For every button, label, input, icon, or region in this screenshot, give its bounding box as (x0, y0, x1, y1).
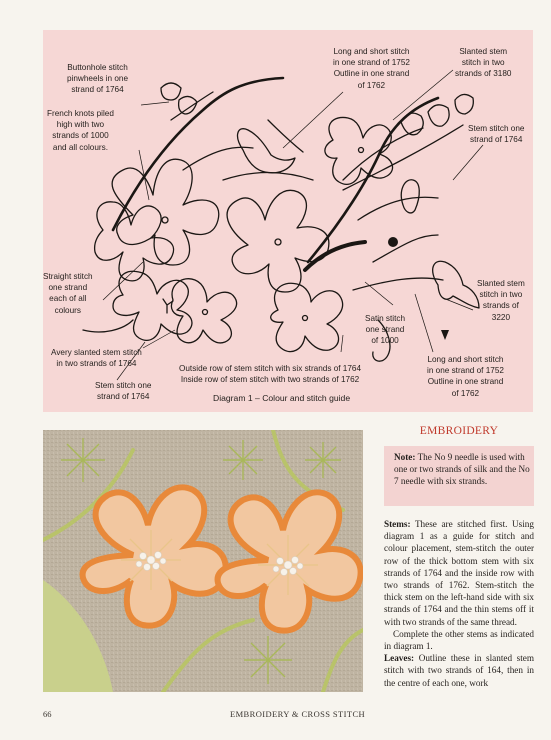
instructions-body (384, 518, 534, 689)
label-stem-stitch-bottom: Stem stitch one strand of 1764 (95, 381, 152, 402)
paragraph-leaves (384, 652, 534, 689)
embroidered-flowers-image (43, 430, 363, 692)
label-avery-slanted: Avery slanted stem stitch in two strands of 1764 (51, 348, 142, 369)
paragraph-complete (384, 628, 534, 652)
label-long-short-top: Long and short stitch in one strand of 1752 Outline in one strand of 1762 (333, 47, 410, 90)
magazine-name: EMBROIDERY & CROSS STITCH (230, 709, 366, 719)
note-text (394, 451, 530, 488)
label-french-knots: French knots piled high with two strands of 1000 and all colours. (47, 109, 114, 152)
complete-text: Complete the other stems as indicated in diagram 1. (384, 628, 534, 652)
label-stem-stitch-right: Stem stitch one strand of 1764 (468, 124, 525, 145)
label-satin-stitch: Satin stitch one strand of 1000 (365, 314, 406, 346)
note-body: The No 9 needle is used with one or two strands of silk and the No 7 needle with six strands. (394, 452, 530, 487)
label-long-short-bottom: Long and short stitch in one strand of 1752 Outline in one strand of 1762 (427, 355, 504, 398)
label-straight-stitch: Straight stitch one strand each of all colours (43, 272, 93, 315)
label-slanted-stem-right: Slanted stem stitch in two strands of 3220 (477, 279, 525, 322)
section-title: EMBROIDERY (419, 425, 499, 437)
stems-text: These are stitched first. Using diagram 1 as a guide for stitch and colour placement, stem-stitch the outer row of the thick bottom stem with six strands of 1764 and the inside row with two strands of 1762. Stem-stitch the thick stem on the left-hand side with six strands of 1764 and the thin stems off it with two strands of the same thread. (384, 519, 534, 627)
label-slanted-stem-top: Slanted stem stitch in two strands of 3180 (455, 47, 512, 79)
leaves-text: Outline these in slanted stem stitch with two strands of 164, then in the centre of each one, work (384, 653, 534, 688)
page-number: 66 (43, 709, 52, 719)
stitch-guide-diagram (43, 30, 533, 412)
leaves-label: Leaves: (384, 653, 415, 664)
paragraph-stems (384, 518, 534, 628)
embroidery-photo (43, 430, 363, 692)
label-outside-inside-rows: Outside row of stem stitch with six strands of 1764 Inside row of stem stitch with two strands of 1762 (179, 364, 362, 385)
note-label: Note: (394, 452, 416, 462)
diagram-caption: Diagram 1 – Colour and stitch guide (213, 393, 351, 403)
stems-label: Stems: (384, 519, 411, 529)
label-buttonhole-stitch: Buttonhole stitch pinwheels in one strand of 1764 (67, 63, 128, 95)
